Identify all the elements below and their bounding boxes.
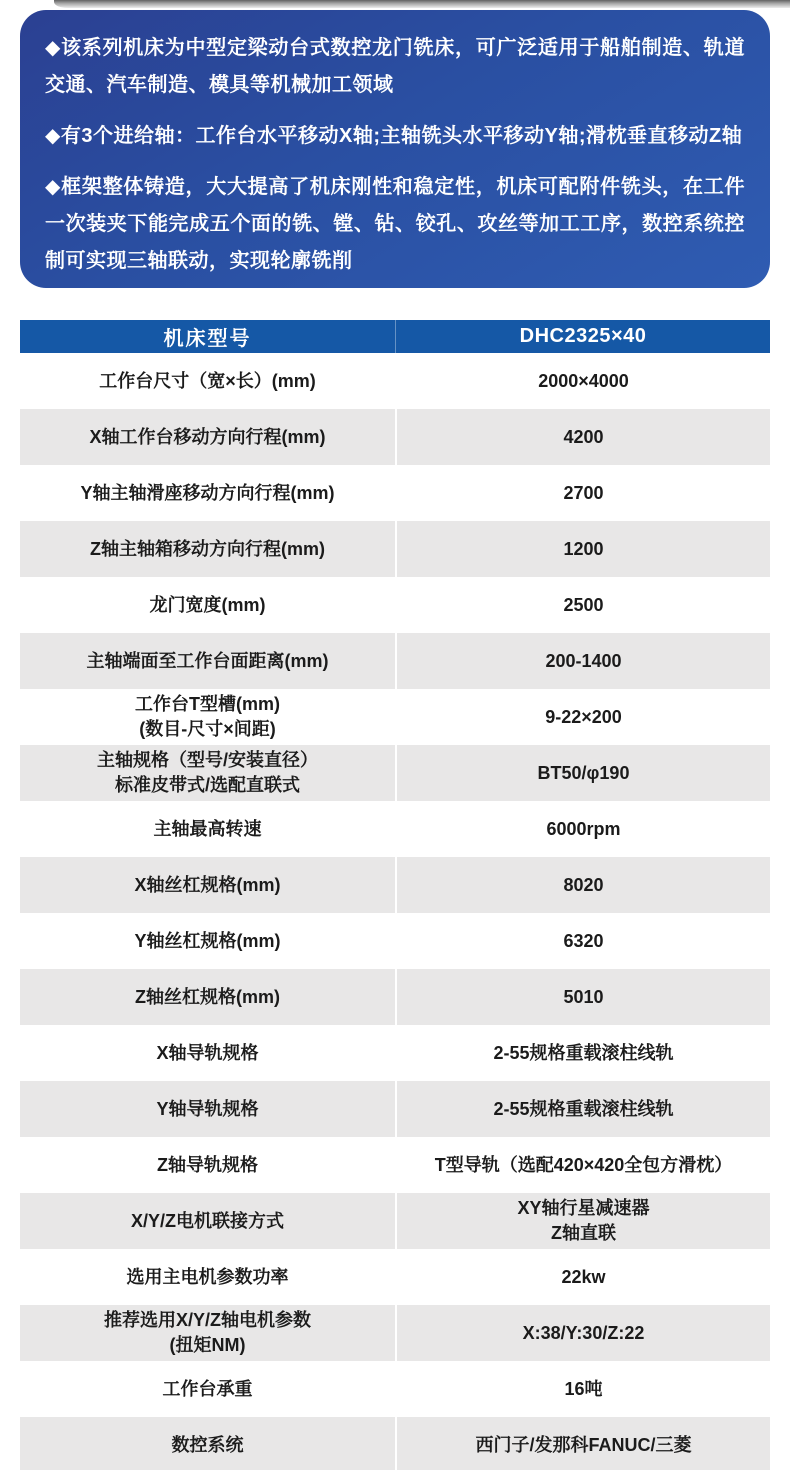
spec-row-value: 16吨 [395, 1361, 770, 1417]
table-row [20, 1193, 770, 1249]
spec-row-value: 9-22×200 [395, 689, 770, 745]
table-row [20, 689, 770, 745]
spec-row-value: X:38/Y:30/Z:22 [395, 1305, 770, 1361]
table-row [20, 1305, 770, 1361]
spec-row-label: 工作台尺寸（宽×长）(mm) [99, 370, 316, 391]
intro-panel [20, 10, 770, 288]
spec-row-value: 2700 [395, 465, 770, 521]
spec-row-label: X轴工作台移动方向行程(mm) [89, 426, 326, 447]
spec-row-value: XY轴行星减速器 Z轴直联 [395, 1193, 770, 1249]
spec-header-model: DHC2325×40 [395, 320, 770, 353]
table-row [20, 1137, 770, 1193]
intro-bullet: ◆框架整体铸造，大大提高了机床刚性和稳定性，机床可配附件铣头，在工件一次装夹下能完成五个面的铣、镗、钻、铰孔、攻丝等加工工序，数控系统控制可实现三轴联动，实现轮廓铣削 [45, 176, 745, 272]
spec-row-value: 2500 [395, 577, 770, 633]
spec-row-value: 5010 [395, 969, 770, 1025]
spec-row-label: 主轴端面至工作台面距离(mm) [86, 650, 329, 671]
spec-row-value: 8020 [395, 857, 770, 913]
spec-row-label: X/Y/Z电机联接方式 [130, 1210, 284, 1231]
table-row [20, 353, 770, 409]
table-row [20, 745, 770, 801]
table-row [20, 1417, 770, 1470]
spec-row-label: Y轴导轨规格 [156, 1098, 259, 1119]
spec-row-value: 4200 [395, 409, 770, 465]
table-row [20, 409, 770, 465]
table-row [20, 465, 770, 521]
spec-header-label: 机床型号 [163, 328, 252, 350]
spec-row-value: 2000×4000 [395, 353, 770, 409]
top-shadow-strip [54, 0, 790, 8]
spec-row-value: 2-55规格重载滚柱线轨 [395, 1081, 770, 1137]
spec-row-label: Z轴丝杠规格(mm) [135, 986, 280, 1007]
table-row [20, 1025, 770, 1081]
spec-row-value: BT50/φ190 [395, 745, 770, 801]
table-row [20, 1081, 770, 1137]
spec-row-value: 200-1400 [395, 633, 770, 689]
table-row [20, 969, 770, 1025]
table-row [20, 1361, 770, 1417]
spec-row-label: Z轴导轨规格 [157, 1154, 258, 1175]
intro-bullet: ◆有3个进给轴：工作台水平移动X轴;主轴铣头水平移动Y轴;滑枕垂直移动Z轴 [45, 125, 743, 147]
spec-row-label: X轴丝杠规格(mm) [134, 874, 281, 895]
spec-row-label: Y轴主轴滑座移动方向行程(mm) [80, 482, 335, 503]
spec-row-label: 工作台T型槽(mm) (数目-尺寸×间距) [135, 694, 280, 739]
spec-table-header [20, 320, 770, 353]
intro-bullet: ◆该系列机床为中型定梁动台式数控龙门铣床，可广泛适用于船舶制造、轨道交通、汽车制造、模具等机械加工领域 [45, 37, 745, 96]
spec-row-value: 6320 [395, 913, 770, 969]
table-row [20, 577, 770, 633]
spec-row-label: 数控系统 [171, 1434, 244, 1455]
table-row [20, 913, 770, 969]
spec-row-label: X轴导轨规格 [156, 1042, 259, 1063]
spec-row-value: 6000rpm [395, 801, 770, 857]
spec-row-label: 工作台承重 [162, 1378, 253, 1399]
spec-row-value: 西门子/发那科FANUC/三菱 [395, 1417, 770, 1470]
spec-row-label: 选用主电机参数功率 [126, 1266, 289, 1287]
spec-row-value: 22kw [395, 1249, 770, 1305]
spec-row-value: T型导轨（选配420×420全包方滑枕） [395, 1137, 770, 1193]
table-row [20, 633, 770, 689]
spec-row-label: 龙门宽度(mm) [149, 594, 266, 615]
spec-row-label: 推荐选用X/Y/Z轴电机参数 (扭矩NM) [103, 1310, 311, 1355]
spec-row-label: Y轴丝杠规格(mm) [134, 930, 281, 951]
table-row [20, 521, 770, 577]
spec-table [20, 320, 770, 1470]
table-row [20, 857, 770, 913]
spec-row-label: 主轴规格（型号/安装直径） 标准皮带式/选配直联式 [97, 750, 318, 795]
table-row [20, 801, 770, 857]
spec-row-value: 2-55规格重载滚柱线轨 [395, 1025, 770, 1081]
spec-row-label: 主轴最高转速 [153, 818, 262, 839]
spec-table-body [20, 353, 770, 1470]
spec-row-value: 1200 [395, 521, 770, 577]
table-row [20, 1249, 770, 1305]
spec-row-label: Z轴主轴箱移动方向行程(mm) [90, 538, 325, 559]
